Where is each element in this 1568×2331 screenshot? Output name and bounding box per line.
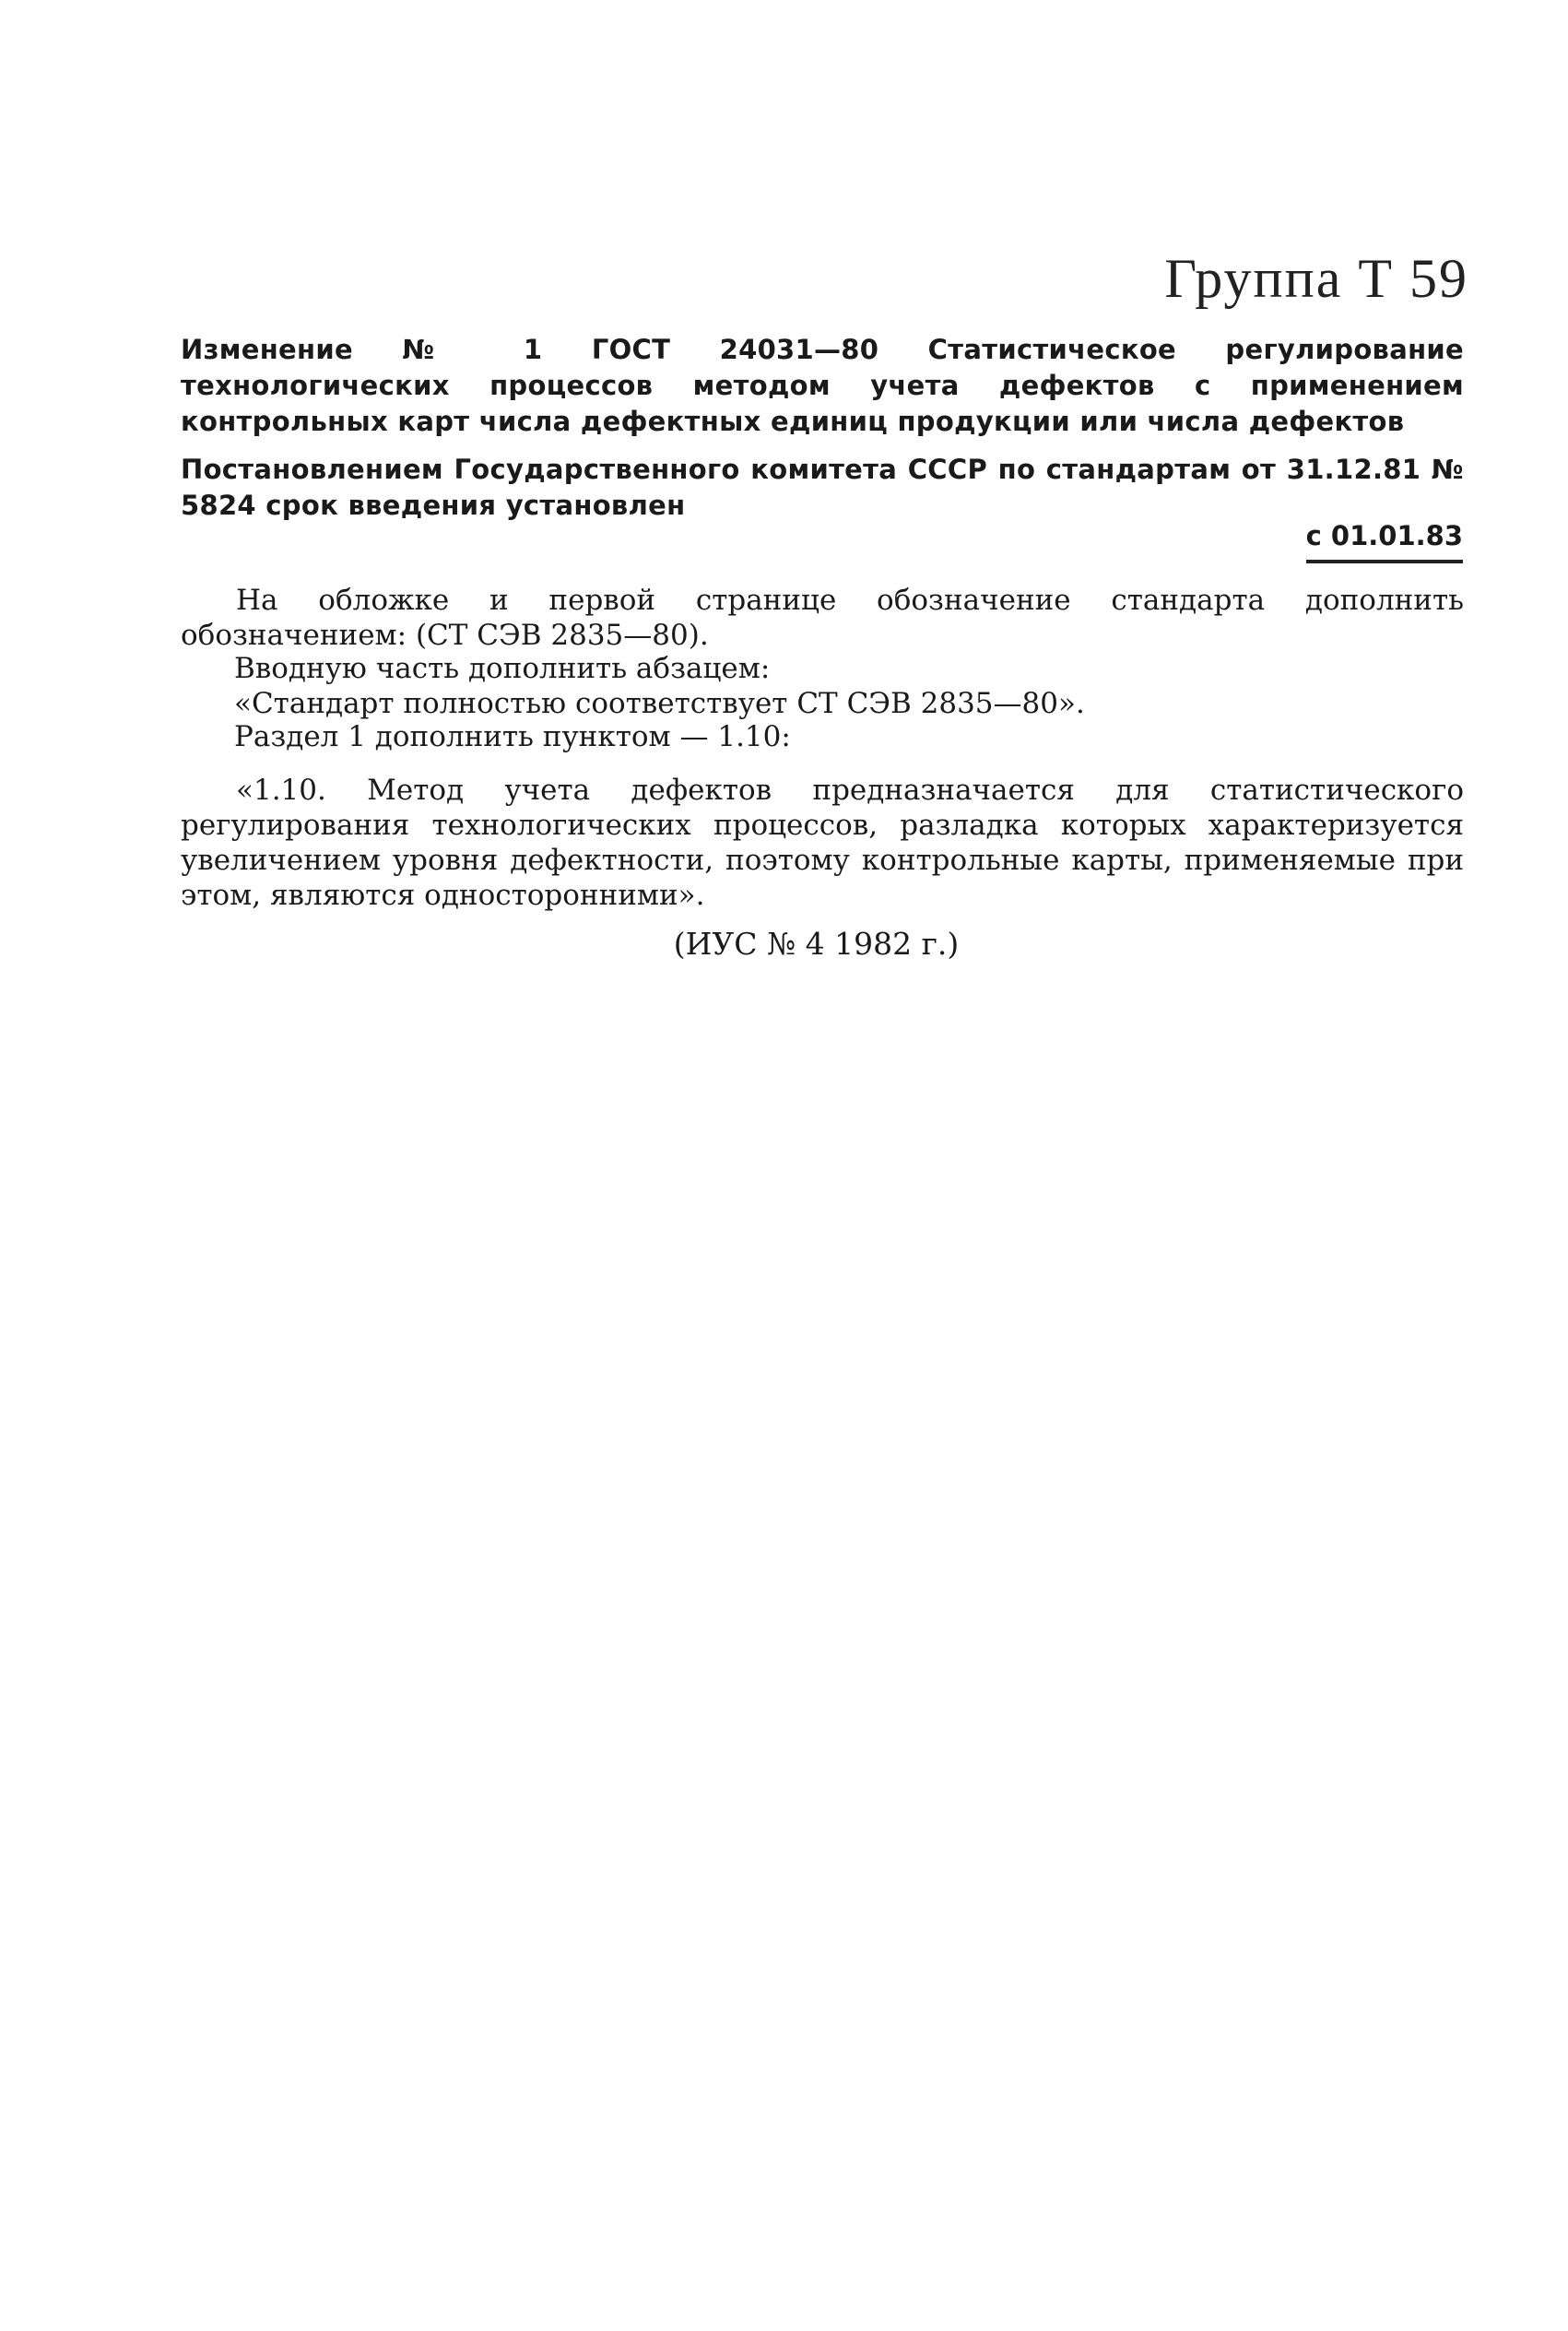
effective-date: с 01.01.83 xyxy=(1306,518,1463,563)
clause-paragraph: «1.10. Метод учета дефектов предназначается для статистического регулирования технологических процессов, разладка которых характеризуется увеличением уровня дефектности, поэтому контрольные карты, применяемые при этом, являются односторонними». xyxy=(181,774,1464,912)
group-label: Группа Т 59 xyxy=(1164,248,1468,309)
amendment-title: Изменение № 1 ГОСТ 24031—80 Статистическое регулирование технологических процессов методом учета дефектов с применением контрольных карт числа дефектных единиц продукции или числа дефектов xyxy=(181,334,1464,437)
source-reference: (ИУС № 4 1982 г.) xyxy=(673,926,960,962)
resolution-text: Постановлением Государственного комитета СССР по стандартам от 31.12.81 № 5824 срок введения установлен xyxy=(181,454,1464,521)
intro-paragraph: Вводную часть дополнить абзацем: xyxy=(234,652,771,685)
cover-paragraph: На обложке и первой странице обозначение стандарта дополнить обозначением: (СТ СЭВ 2835—80). xyxy=(181,584,1464,652)
quote-paragraph: «Стандарт полностью соответствует СТ СЭВ 2835—80». xyxy=(234,687,1085,720)
section-paragraph: Раздел 1 дополнить пунктом — 1.10: xyxy=(234,720,791,753)
